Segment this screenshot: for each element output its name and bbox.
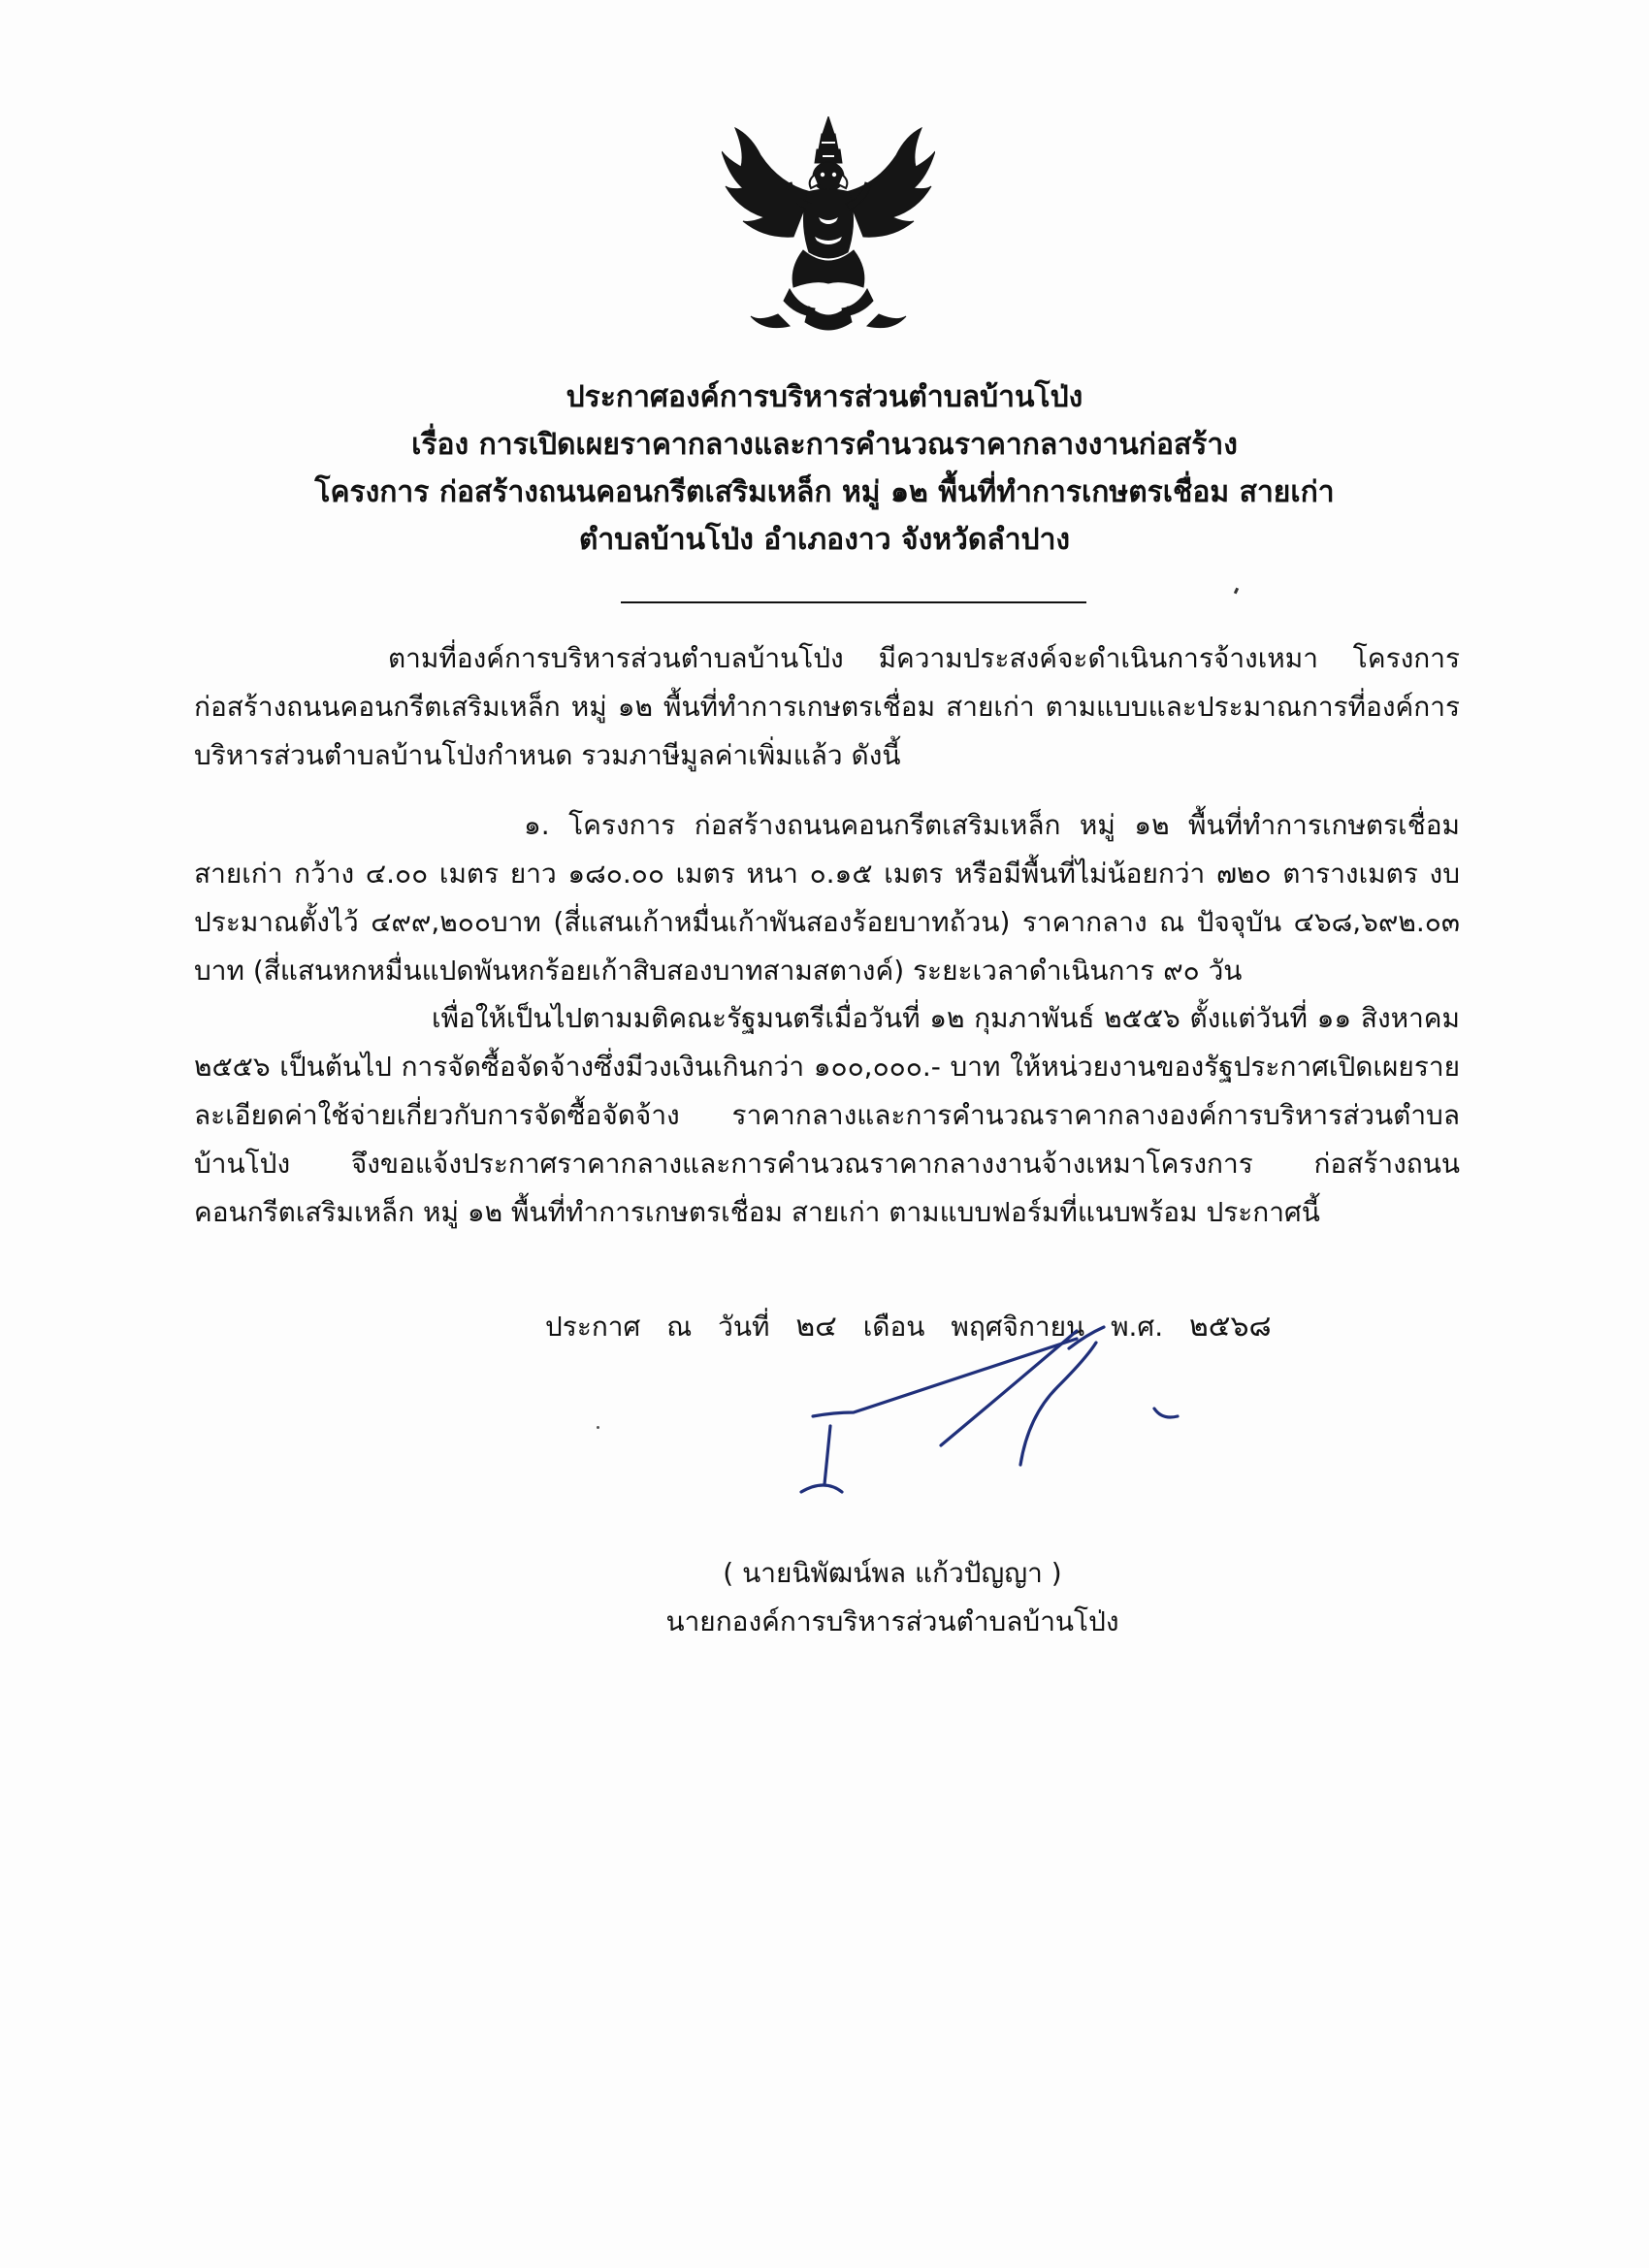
date-year: ๒๕๖๘	[1189, 1310, 1272, 1344]
header-location: ตำบลบ้านโป่ง อำเภองาว จังหวัดลำปาง	[578, 523, 1071, 557]
body-paragraph-project-details: ๑. โครงการ ก่อสร้างถนนคอนกรีตเสริมเหล็ก หมู่ ๑๒ พื้นที่ทำการเกษตรเชื่อม สายเก่า กว้าง ๔.๐๐ เมตร ยาว ๑๘๐.๐๐ เมตร หนา ๐.๑๕ เมตร หรือมีพื้นที่ไม่น้อยกว่า ๗๒๐ ตารางเมตร งบประมาณตั้งไว้ ๔๙๙,๒๐๐บาท (สี่แสนเก้าหมื่นเก้าพันสองร้อยบาทถ้วน) ราคากลาง ณ ปัจจุบัน ๔๖๘,๖๙๒.๐๓ บาท (สี่แสนหกหมื่นแปดพันหกร้อยเก้าสิบสองบาทสามสตางค์) ระยะเวลาดำเนินการ ๙๐ วัน	[194, 809, 1460, 987]
date-label-month: เดือน	[862, 1311, 925, 1343]
signatory-name: ( นายนิพัฒน์พล แก้วปัญญา )	[723, 1557, 1062, 1589]
header-subject: เรื่อง การเปิดเผยราคากลางและการคำนวณราคากลางงานก่อสร้าง	[411, 428, 1238, 462]
ink-dot	[597, 1426, 599, 1429]
header-project: โครงการ ก่อสร้างถนนคอนกรีตเสริมเหล็ก หมู่ ๑๒ พื้นที่ทำการเกษตรเชื่อม สายเก่า	[314, 475, 1335, 509]
date-month: พฤศจิกายน	[951, 1311, 1085, 1343]
body-paragraph-legal-basis: เพื่อให้เป็นไปตามมติคณะรัฐมนตรีเมื่อวันที่ ๑๒ กุมภาพันธ์ ๒๕๕๖ ตั้งแต่วันที่ ๑๑ สิงหาคม ๒๕๕๖ เป็นต้นไป การจัดซื้อจัดจ้างซึ่งมีวงเงินเกินกว่า ๑๐๐,๐๐๐.- บาท ให้หน่วยงานของรัฐประกาศเปิดเผยรายละเอียดค่าใช้จ่ายเกี่ยวกับการจัดซื้อจัดจ้าง ราคากลางและการคำนวณราคากลางองค์การบริหารส่วนตำบลบ้านโป่ง จึงขอแจ้งประกาศราคากลางและการคำนวณราคากลางงานจ้างเหมาโครงการ ก่อสร้างถนนคอนกรีตเสริมเหล็ก หมู่ ๑๒ พื้นที่ทำการเกษตรเชื่อม สายเก่า ตามแบบฟอร์มที่แนบพร้อม ประกาศนี้	[194, 1002, 1460, 1228]
body-paragraph-intro: ตามที่องค์การบริหารส่วนตำบลบ้านโป่ง มีความประสงค์จะดำเนินการจ้างเหมา โครงการ ก่อสร้างถนนคอนกรีตเสริมเหล็ก หมู่ ๑๒ พื้นที่ทำการเกษตรเชื่อม สายเก่า ตามแบบและประมาณการที่องค์การบริหารส่วนตำบลบ้านโป่งกำหนด รวมภาษีมูลค่าเพิ่มแล้ว ดังนี้	[194, 642, 1460, 771]
garuda-emblem-icon	[722, 116, 935, 340]
announcement-header	[194, 373, 1455, 564]
header-issuer: ประกาศองค์การบริหารส่วนตำบลบ้านโป่ง	[566, 380, 1083, 414]
signatory-title: นายกองค์การบริหารส่วนตำบลบ้านโป่ง	[665, 1605, 1119, 1637]
date-label-announce: ประกาศ	[545, 1311, 641, 1343]
signatory-block	[582, 1549, 1203, 1646]
header-divider	[621, 601, 1086, 603]
date-label-era: พ.ศ.	[1111, 1311, 1164, 1343]
date-label-day: วันที่	[718, 1311, 770, 1343]
handwritten-signature	[766, 1319, 1193, 1513]
date-label-at: ณ	[666, 1311, 693, 1343]
date-day: ๒๔	[795, 1310, 837, 1344]
ink-mark	[1234, 588, 1239, 595]
